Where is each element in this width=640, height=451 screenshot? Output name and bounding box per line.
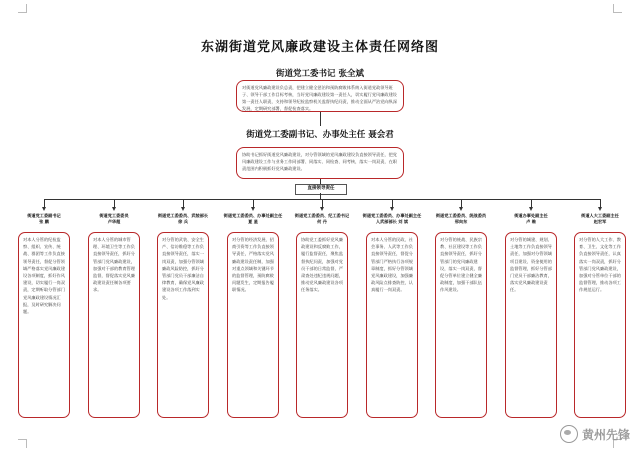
crop-mark [18,4,27,13]
arrow-head [42,207,46,211]
column-text: 对分管的城建、规划、土地等工作负直接领导责任，加强对分管领域项目建设、资金使用的监督管理，抓好分管部门党员干部廉洁教育，落实党风廉政建设责任。 [510,237,552,293]
column-box [505,232,557,418]
level1-label: 街道党工委书记 张全斌 [276,69,364,79]
watermark-text: 黄州先锋 [581,427,630,442]
column-text: 对分管的武装、安全生产、信访维稳等工作负直接领导责任，落实一岗双责，加强分管领域廉政风险防控，抓好分管部门党员干部廉洁自律教育，确保党风廉政建设各项工作落到实处。 [162,237,204,300]
column-text: 对分管的人大工作、教育、卫生、文化等工作负直接领导责任，认真落实一岗双责，抓好分管部门党风廉政建设，加强对分管单位干部的监督管理，推动各项工作规范运行。 [579,237,621,293]
column-text: 对分管的统战、民族宗教、社区建设等工作负直接领导责任，抓好分管部门的党风廉政建设，落实一岗双责，督促分管单位建立健全廉政制度，加强干部队伍作风建设。 [440,237,482,293]
arrow-head [181,207,185,211]
column-title: 街道党工委委员、纪工委书记 何 丹 [294,213,350,224]
arrow-head [320,207,324,211]
crop-mark [18,439,27,448]
column-text: 协助党工委抓好党风廉政建设和反腐败工作，履行监督责任，聚焦监督执纪问责，加强对党员干部的日常监督，严肃查处违纪违规问题，推动党风廉政建设各项任务落实。 [301,237,343,293]
column-title: 街道党工委副书记 张 鹏 [27,213,61,224]
column-text: 对本人分管的民政、社会事务、人武等工作负直接领导责任，督促分管部门严格执行各项规章制度，抓好分管领域党风廉政建设，加强廉政风险点排查防控，认真履行一岗双责。 [371,237,413,293]
column-title: 街道党工委委员、统战委员 邢向东 [435,213,487,224]
responsibility-box: 直接领导责任 [295,184,347,195]
column-box [296,232,348,418]
column-box [366,232,418,418]
column-title: 街道党工委委员、武装部长 徐 兵 [157,213,209,224]
column-box [157,232,209,418]
column-title: 街道党工委委员、办事处副主任 夏 星 [223,213,283,224]
arrow-head [529,207,533,211]
column-text: 对分管的经济发展、招商引资等工作负直接领导责任，严格落实党风廉政建设责任制，加强对重点领域和关键环节的监督管理，预防腐败问题发生，定期报告履职情况。 [232,237,274,293]
watermark [560,425,630,443]
level2-text: 协助书记抓好街道党风廉政建设，对分管领域的党风廉政建设负直接领导责任，把党风廉政建设工作与业务工作同部署、同落实、同检查、同考核，落实一岗双责，在职责范围内积极抓好党风廉政建设。 [242,152,397,171]
column-title: 街道党工委委员、办事处副主任 人武部部长 刘 斌 [362,213,422,224]
wechat-icon [560,425,578,443]
level2-box [236,147,404,179]
column-box [435,232,487,418]
level1-text: 对街道党风廉政建设负总责，把建立健全惩治和预防腐败体系纳入街道党政领导班子、领导干部工作目标考核，当好党风廉政建设第一责任人，切实履行党风廉政建设第一责任人职责，支持和领导纪检监察机关监督执纪问责，推动全面从严治党向纵深发展，定期研究部署，督促检查落实。 [242,85,397,111]
connector-line [320,112,321,126]
column-title: 街道人大工委副主任 赵宏军 [581,213,619,224]
arrow-head [598,207,602,211]
arrow-head [459,207,463,211]
column-box [574,232,626,418]
arrow-head [112,207,116,211]
column-box [227,232,279,418]
level2-label: 街道党工委副书记、办事处主任 聂会君 [246,130,394,140]
level1-box [236,80,404,112]
column-box [88,232,140,418]
crop-mark [613,4,622,13]
column-text: 对本人分管的纪检监察、组织、宣传、统战、群团等工作负直接领导责任，督促分管领域严格落实党风廉政建设各项制度，抓好作风建设，切实履行一岗双责，定期听取分管部门党风廉政建设情况汇报，及时研究解决问题。 [23,237,65,315]
column-title: 街道党工委委员 卢华超 [99,213,129,224]
arrow-head [390,207,394,211]
column-title: 街道办事处副主任 卢 维 [514,213,548,224]
page-title: 东湖街道党风廉政建设主体责任网络图 [200,40,439,55]
arrow-head [251,207,255,211]
column-box [18,232,70,418]
column-text: 对本人分管的城市管理、环境卫生等工作负直接领导责任，抓好分管部门党风廉政建设，加强对干部的教育管理监督，督促落实党风廉政建设责任制各项要求。 [93,237,135,293]
